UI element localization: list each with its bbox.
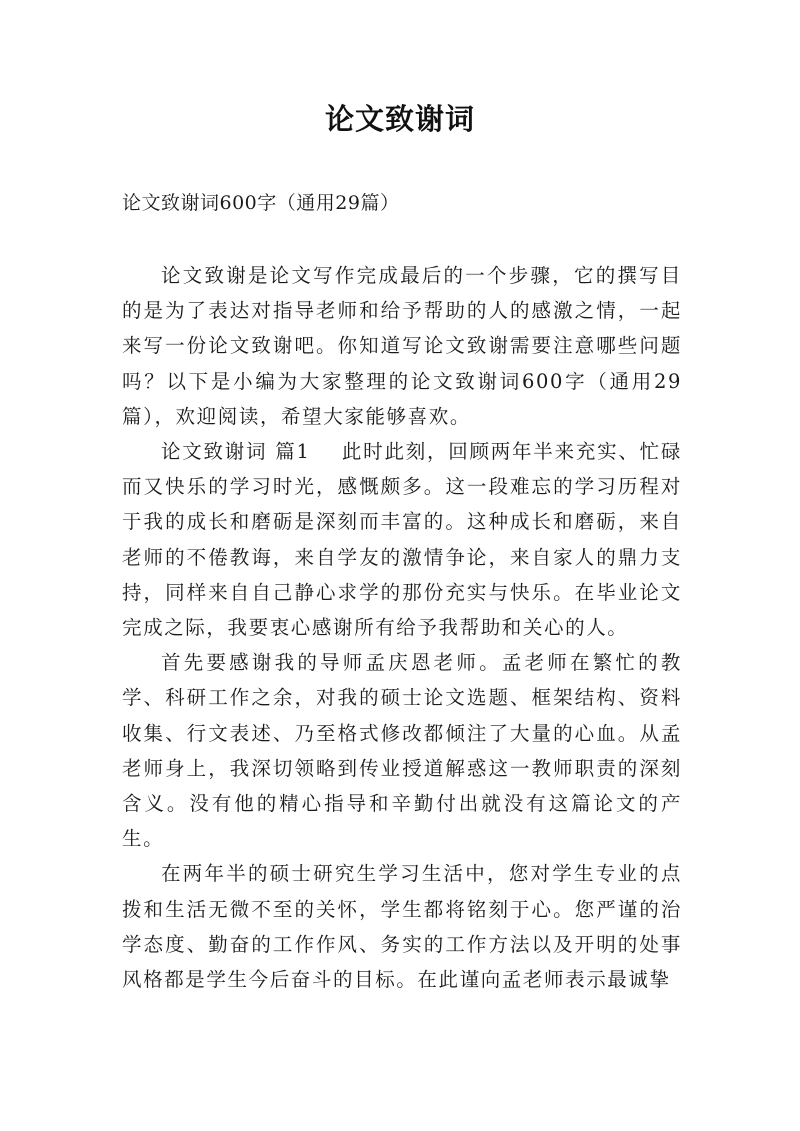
document-subtitle: 论文致谢词600字（通用29篇） — [122, 192, 400, 214]
article-1-paragraph-3: 在两年半的硕士研究生学习生活中，您对学生专业的点拨和生活无微不至的关怀，学生都将铭刻于心。您严谨的治学态度、勤奋的工作作风、务实的工作方法以及开明的处事风格都是学生今后奋斗的目标。在此谨向孟老师表示最诚挚 — [122, 862, 682, 992]
intro-paragraph: 论文致谢是论文写作完成最后的一个步骤，它的撰写目的是为了表达对指导老师和给予帮助的人的感激之情，一起来写一份论文致谢吧。你知道写论文致谢需要注意哪些问题吗？以下是小编为大家整理的论文致谢词600字（通用29篇），欢迎阅读，希望大家能够喜欢。 — [122, 264, 682, 428]
article-1-paragraph-1-text: 此时此刻，回顾两年半来充实、忙碌而又快乐的学习时光，感慨颇多。这一段难忘的学习历程对于我的成长和磨砺是深刻而丰富的。这种成长和磨砺，来自老师的不倦教诲，来自学友的激情争论，来自家人的鼎力支持，同样来自自己静心求学的那份充实与快乐。在毕业论文完成之际，我要衷心感谢所有给予我帮助和关心的人。 — [122, 440, 682, 640]
document-title: 论文致谢词 — [324, 102, 475, 136]
article-1-paragraph-2: 首先要感谢我的导师孟庆恩老师。孟老师在繁忙的教学、科研工作之余，对我的硕士论文选题、框架结构、资料收集、行文表述、乃至格式修改都倾注了大量的心血。从孟老师身上，我深切领略到传业授道解惑这一教师职责的深刻含义。没有他的精心指导和辛勤付出就没有这篇论文的产生。 — [122, 651, 682, 851]
document-body — [122, 258, 682, 997]
article-1-heading: 论文致谢词 篇1 — [161, 440, 311, 464]
article-1-first-paragraph — [122, 434, 682, 645]
